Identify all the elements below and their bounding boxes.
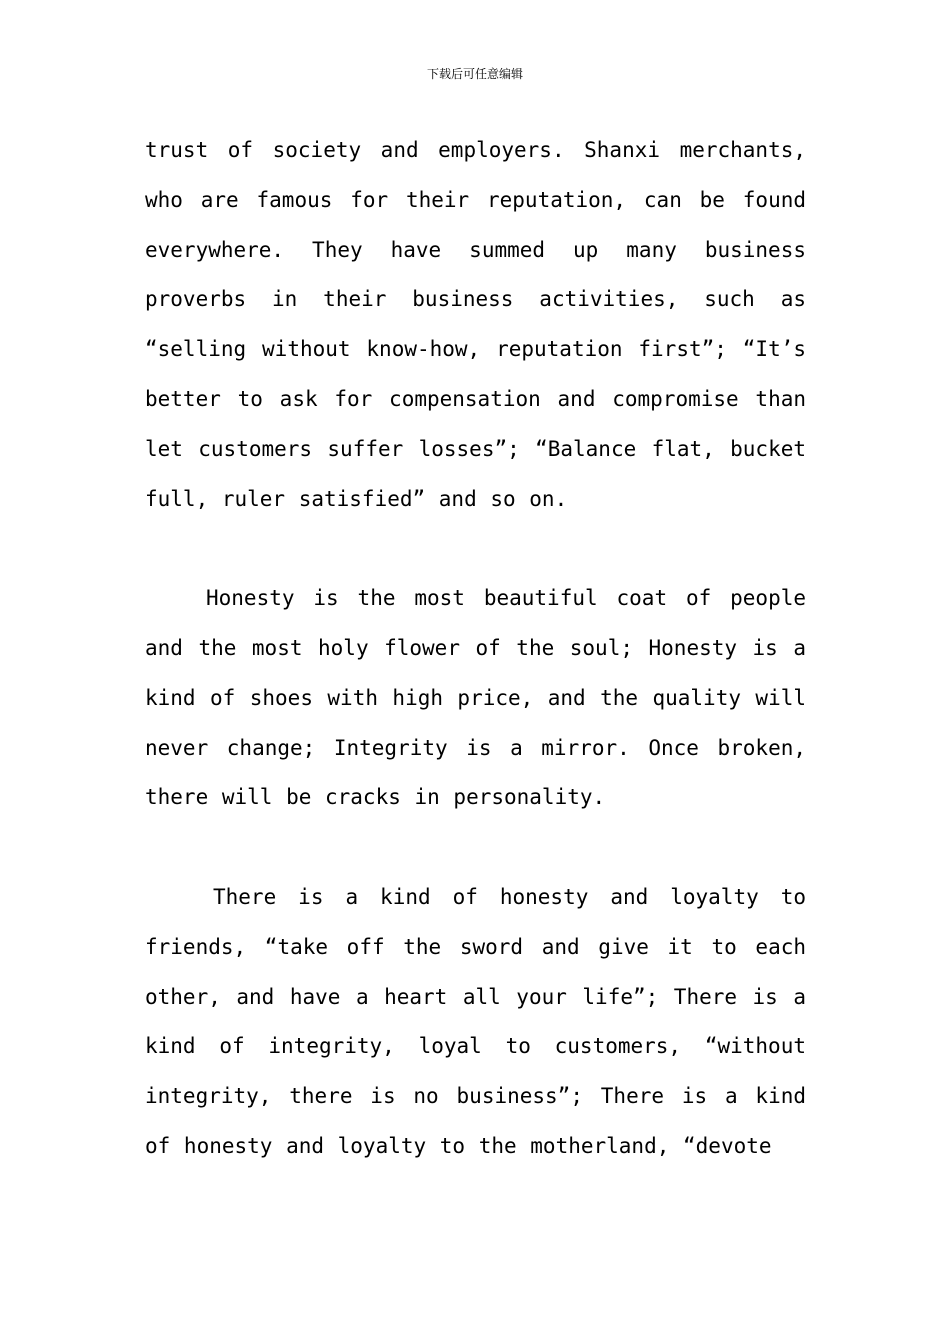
paragraph-honesty-coat: Honesty is the most beautiful coat of people and the most holy flower of the soul; Honesty is a kind of shoes with high price, and the quality will never change; Integrity is a mirror. Once broken, there will be cracks in personality. — [145, 586, 806, 810]
paragraph-shanxi-merchants: trust of society and employers. Shanxi merchants, who are famous for their reputation, can be found everywhere. They have summed up many business proverbs in their business activities, such as “selling without know-how, reputation first”; “It’s better to ask for compensation and compromise than let customers suffer losses”; “Balance flat, bucket full, ruler satisfied” and so on. — [145, 138, 806, 511]
page-header: 下载后可任意编辑 — [426, 67, 523, 81]
document-body — [145, 126, 806, 1172]
paragraph-honesty-loyalty: There is a kind of honesty and loyalty to friends, “take off the sword and give it to each other, and have a heart all your life”; There is a kind of integrity, loyal to customers, “without integrity, there is no business”; There is a kind of honesty and loyalty to the motherland, “devote — [145, 884, 806, 1158]
